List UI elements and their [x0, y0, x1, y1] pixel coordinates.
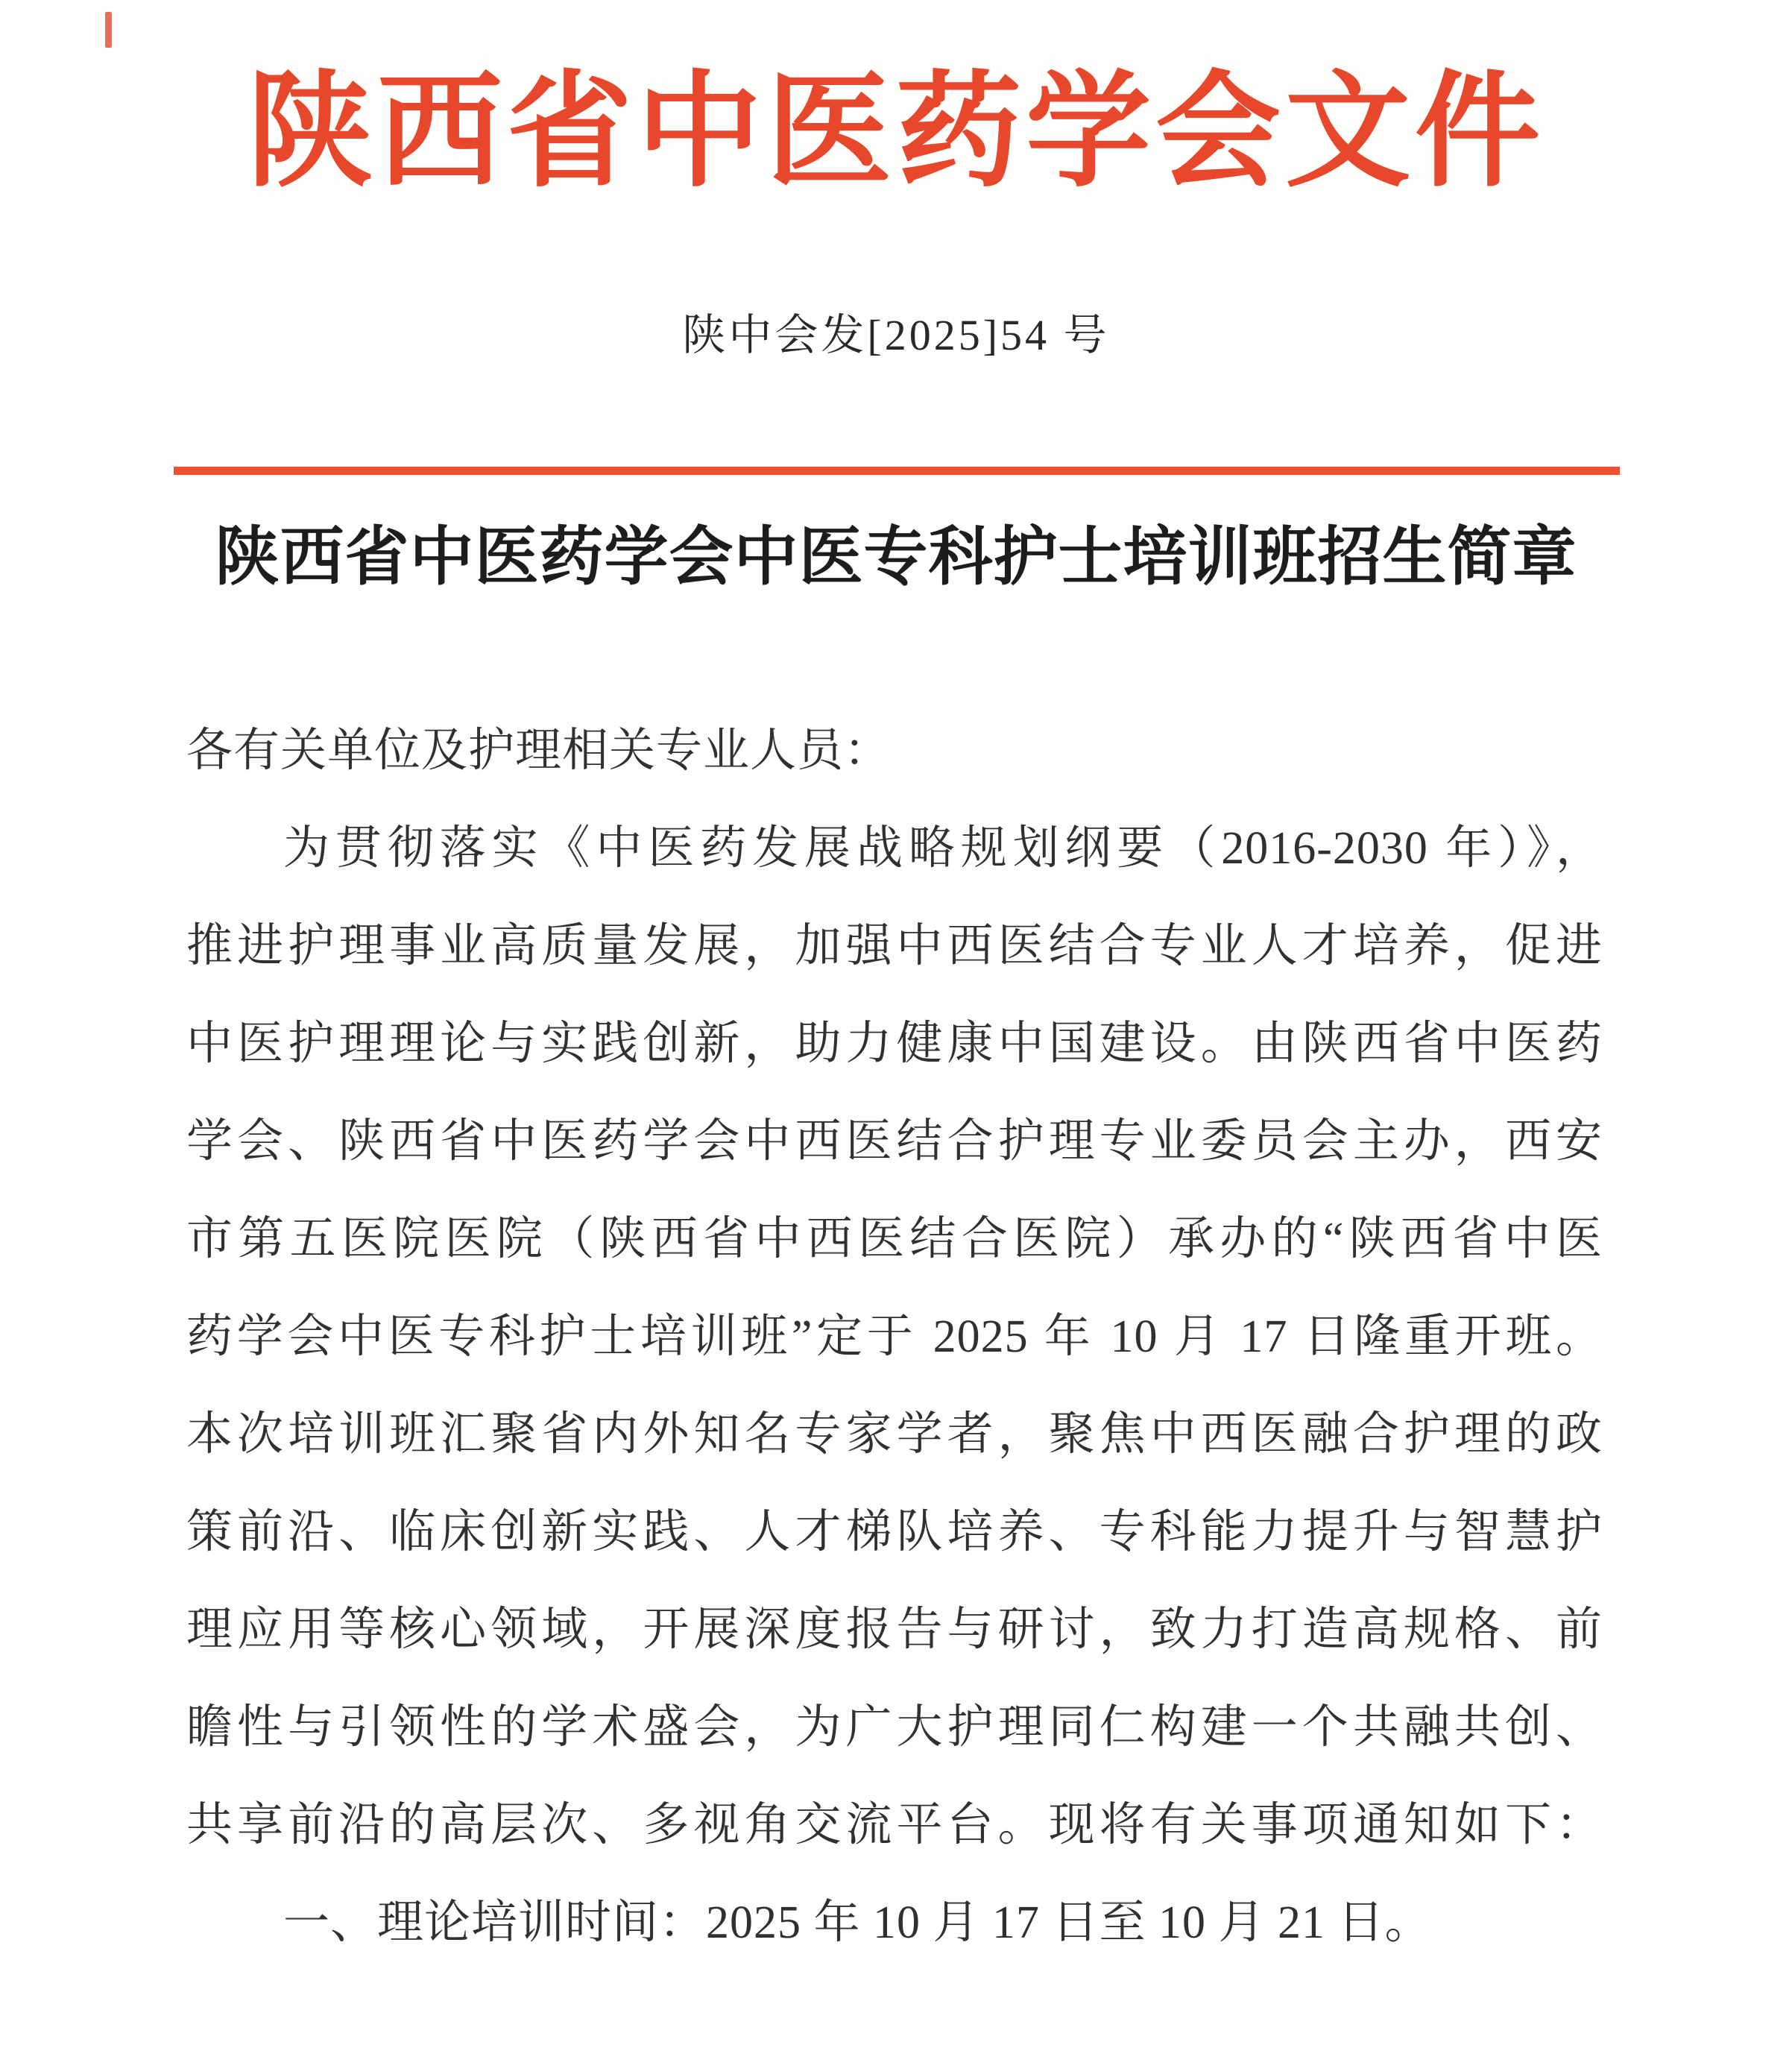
document-body — [186, 702, 1603, 1972]
body-line: 药学会中医专科护士培训班”定于 2025 年 10 月 17 日隆重开班。 — [186, 1311, 1603, 1362]
body-line: 市第五医院医院（陕西省中西医结合医院）承办的“陕西省中医 — [186, 1214, 1603, 1264]
body-line: 策前沿、临床创新实践、人才梯队培养、专科能力提升与智慧护 — [186, 1507, 1603, 1557]
red-scan-artifact — [105, 12, 112, 48]
doc-number: 陕中会发[2025]54 号 — [682, 311, 1110, 359]
body-line: 本次培训班汇聚省内外知名专家学者，聚焦中西医融合护理的政 — [186, 1409, 1603, 1460]
letterhead-title: 陕西省中医药学会文件 — [247, 63, 1545, 202]
body-line: 瞻性与引领性的学术盛会，为广大护理同仁构建一个共融共创、 — [186, 1702, 1603, 1753]
document-title: 陕西省中医药学会中医专科护士培训班招生简章 — [215, 521, 1577, 593]
body-line: 推进护理事业高质量发展，加强中西医结合专业人才培养，促进 — [186, 921, 1603, 971]
body-line: 理应用等核心领域，开展深度报告与研讨，致力打造高规格、前 — [186, 1604, 1603, 1655]
body-line: 学会、陕西省中医药学会中西医结合护理专业委员会主办，西安 — [186, 1116, 1603, 1167]
body-line: 一、理论培训时间：2025 年 10 月 17 日至 10 月 21 日。 — [283, 1897, 1432, 1948]
body-line: 中医护理理论与实践创新，助力健康中国建设。由陕西省中医药 — [186, 1018, 1603, 1069]
body-line: 为贯彻落实《中医药发展战略规划纲要（2016-2030 年）》， — [283, 823, 1603, 874]
body-line: 共享前沿的高层次、多视角交流平台。现将有关事项通知如下： — [186, 1800, 1603, 1850]
red-divider-line — [174, 467, 1620, 475]
salutation-line: 各有关单位及护理相关专业人员： — [186, 725, 892, 776]
